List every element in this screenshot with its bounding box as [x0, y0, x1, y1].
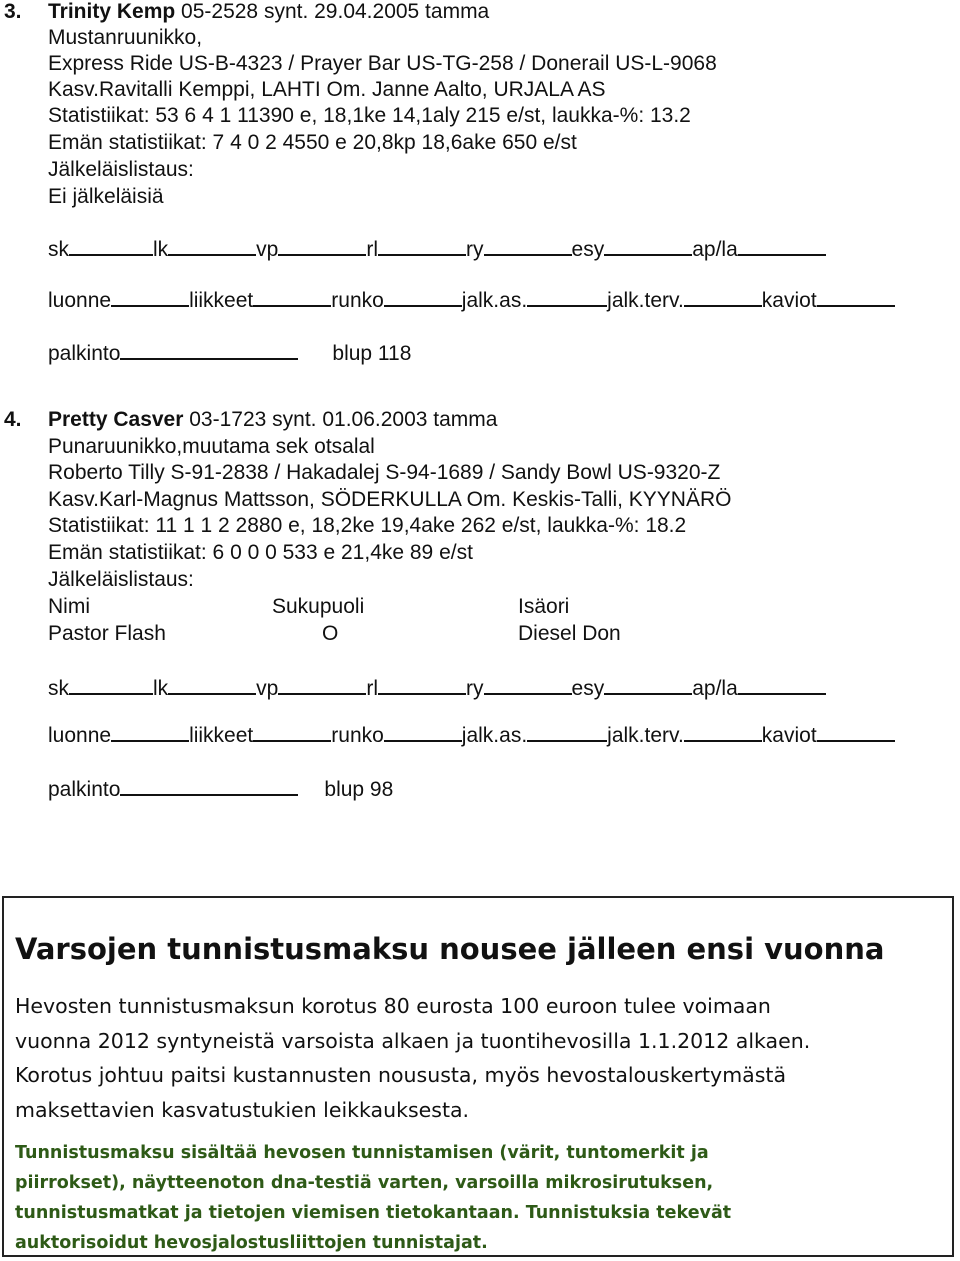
offspring-label: Jälkeläislistaus:	[48, 568, 194, 591]
grade-label-esy: esy	[571, 677, 605, 700]
horse-color: Punaruunikko,muutama sek otsalal	[48, 435, 375, 458]
grade-label-ry: ry	[466, 677, 484, 700]
grade-label-ry: ry	[466, 238, 484, 261]
dam-statistics: Emän statistiikat: 6 0 0 0 533 e 21,4ke 89 e/st	[48, 541, 473, 564]
offspring-header-name: Nimi	[48, 595, 90, 618]
notice-highlight	[15, 1138, 950, 1258]
statistics: Statistiikat: 53 6 4 1 11390 e, 18,1ke 14,1aly 215 e/st, laukka-%: 13.2	[48, 104, 691, 127]
grade-label-esy: esy	[571, 238, 605, 261]
offspring-label: Jälkeläislistaus:	[48, 158, 194, 181]
statistics: Statistiikat: 11 1 1 2 2880 e, 18,2ke 19,4ake 262 e/st, laukka-%: 18.2	[48, 514, 687, 537]
grade-label-liikkeet: liikkeet	[189, 289, 254, 312]
horse-name: Pretty Casver	[48, 408, 184, 431]
offspring-sex: O	[322, 622, 339, 645]
grade-row-1	[48, 677, 826, 701]
notice-highlight-line: piirrokset), näytteenoton dna-testiä varten, varsoilla mikrosirutuksen,	[15, 1173, 714, 1193]
dam-statistics: Emän statistiikat: 7 4 0 2 4550 e 20,8kp 18,6ake 650 e/st	[48, 131, 577, 154]
grade-label-jalk-as: jalk.as.	[461, 724, 528, 747]
notice-paragraph	[15, 989, 950, 1127]
grade-label-lk: lk	[153, 238, 169, 261]
notice-paragraph-line: Hevosten tunnistusmaksun korotus 80 eurosta 100 euroon tulee voimaan	[15, 994, 771, 1018]
pedigree: Roberto Tilly S-91-2838 / Hakadalej S-94-1689 / Sandy Bowl US-9320-Z	[48, 461, 721, 484]
grade-row-2	[48, 724, 895, 748]
grade-label-jalk-terv: jalk.terv.	[607, 289, 684, 312]
offspring-header-sire: Isäori	[518, 595, 570, 618]
grade-label-runko: runko	[331, 289, 384, 312]
prize-label: palkinto	[48, 778, 121, 801]
horse-name: Trinity Kemp	[48, 0, 176, 23]
registration-info: 03-1723 synt. 01.06.2003 tamma	[183, 408, 498, 431]
grade-label-vp: vp	[256, 677, 279, 700]
notice-highlight-line: auktorisoidut hevosjalostusliittojen tunnistajat.	[15, 1233, 488, 1253]
grade-label-jalk-terv: jalk.terv.	[607, 724, 684, 747]
prize-label: palkinto	[48, 342, 121, 365]
grade-label-luonne: luonne	[48, 289, 112, 312]
grade-label-vp: vp	[256, 238, 279, 261]
breeder-owner: Kasv.Ravitalli Kemppi, LAHTI Om. Janne Aalto, URJALA AS	[48, 78, 606, 101]
notice-title: Varsojen tunnistusmaksu nousee jälleen ensi vuonna	[15, 932, 885, 966]
grade-label-ap-la: ap/la	[692, 238, 738, 261]
offspring-name: Pastor Flash	[48, 622, 166, 645]
grade-label-ap-la: ap/la	[692, 677, 738, 700]
offspring-none: Ei jälkeläisiä	[48, 185, 164, 208]
grade-label-sk: sk	[48, 238, 69, 261]
grade-label-liikkeet: liikkeet	[189, 724, 254, 747]
blup-value: blup 118	[332, 342, 412, 365]
grade-label-lk: lk	[153, 677, 169, 700]
notice-highlight-line: tunnistusmatkat ja tietojen viemisen tietokantaan. Tunnistuksia tekevät	[15, 1203, 732, 1223]
blup-value: blup 98	[324, 778, 394, 801]
notice-paragraph-line: Korotus johtuu paitsi kustannusten noususta, myös hevostalouskertymästä	[15, 1063, 787, 1087]
entry-heading	[48, 0, 489, 24]
notice-paragraph-line: maksettavien kasvatustukien leikkauksesta.	[15, 1097, 470, 1122]
grade-row-1	[48, 238, 826, 262]
entry-number: 3.	[4, 0, 22, 23]
notice-paragraph-line: vuonna 2012 syntyneistä varsoista alkaen ja tuontihevosilla 1.1.2012 alkaen.	[15, 1028, 811, 1053]
grade-row-2	[48, 289, 895, 313]
pedigree: Express Ride US-B-4323 / Prayer Bar US-TG-258 / Donerail US-L-9068	[48, 52, 717, 75]
entry-heading	[48, 408, 497, 432]
grade-label-jalk-as: jalk.as.	[461, 289, 528, 312]
breeder-owner: Kasv.Karl-Magnus Mattsson, SÖDERKULLA Om. Keskis-Talli, KYYNÄRÖ	[48, 488, 732, 511]
notice-box	[2, 896, 954, 1257]
registration-info: 05-2528 synt. 29.04.2005 tamma	[175, 0, 490, 23]
horse-color: Mustanruunikko,	[48, 26, 203, 49]
grade-label-kaviot: kaviot	[761, 724, 817, 747]
grade-label-runko: runko	[331, 724, 384, 747]
grade-label-rl: rl	[366, 238, 379, 261]
notice-highlight-line: Tunnistusmaksu sisältää hevosen tunnistamisen (värit, tuntomerkit ja	[15, 1143, 709, 1163]
offspring-header-sex: Sukupuoli	[272, 595, 365, 618]
grade-label-sk: sk	[48, 677, 69, 700]
grade-label-luonne: luonne	[48, 724, 112, 747]
prize-row	[48, 342, 411, 366]
entry-number: 4.	[4, 408, 22, 431]
prize-row	[48, 778, 393, 802]
grade-label-kaviot: kaviot	[761, 289, 817, 312]
offspring-sire: Diesel Don	[518, 622, 621, 645]
grade-label-rl: rl	[366, 677, 379, 700]
